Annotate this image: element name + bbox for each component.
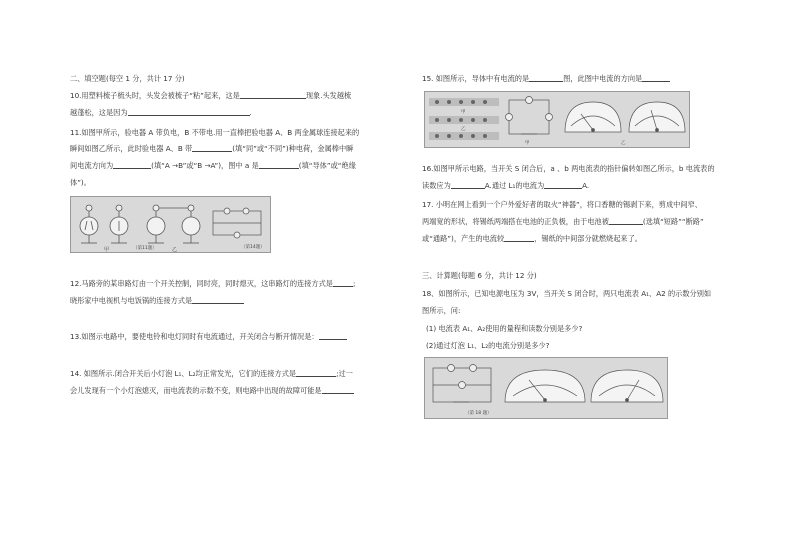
q11-blank-3[interactable] <box>259 161 299 169</box>
q18-line2: 图所示，问: <box>422 306 461 315</box>
q14-text-b: ;过一 <box>336 369 353 378</box>
q14-line1 <box>70 368 353 379</box>
circuit-q18 <box>433 365 491 403</box>
q16-text-a: 读数应为 <box>422 181 451 190</box>
q11-text-c: 间电流方向为 <box>70 161 114 170</box>
q16-blank-1[interactable] <box>451 181 485 189</box>
q13-line1 <box>70 331 347 342</box>
electroscope-b <box>110 205 128 243</box>
ammeter-a <box>565 102 621 132</box>
fig11-label-yi: 乙 <box>172 247 178 252</box>
q11-line4: 体”)。 <box>70 178 91 187</box>
fig11-label-jia: 甲 <box>104 247 110 252</box>
q17-text-b: (选填“短路”“断路” <box>642 217 704 226</box>
q11-line2 <box>70 143 353 154</box>
q12-text-b: ; <box>353 279 356 288</box>
q10-text-a: 10.用塑料梳子梳头时，头发会被梳子“粘”起来，这是 <box>70 91 240 100</box>
q17-text-d: ，锡纸的中间部分就燃烧起来了。 <box>534 234 642 243</box>
q11-line1: 11.如图甲所示，验电器 A 带负电，B 不带电.用一直棒把验电器 A、B 两金属球连接起来的 <box>70 128 360 137</box>
ammeter-a1 <box>505 370 585 402</box>
q11-text-b: (填“同”或“不同”)种电荷，金属棒中瞬 <box>232 144 354 153</box>
q10-blank-2[interactable] <box>128 108 250 116</box>
q18-subq1: (1) 电流表 A₁、A₂使用的量程和读数分别是多少? <box>426 324 583 333</box>
fig16-label-jia: 甲 <box>525 141 530 146</box>
q11-line3 <box>70 160 356 171</box>
q18-line1: 18、如图所示，已知电源电压为 3V，当开关 S 闭合时，两只电流表 A₁、A2 的示数分别如 <box>422 289 712 298</box>
q15-blank-1[interactable] <box>529 74 563 82</box>
q14-blank-1[interactable] <box>296 369 336 377</box>
q10-blank-1[interactable] <box>240 91 306 99</box>
q17-blank-1[interactable] <box>609 217 643 225</box>
q18-subq2: (2)通过灯泡 L₁、L₂的电流分别是多少? <box>426 341 550 350</box>
q14-blank-2[interactable] <box>322 386 354 394</box>
q11-text-e: (填“导体”或“绝缘 <box>298 161 356 170</box>
q12-text-c: 晓彤家中电视机与电饭锅的连接方式是 <box>70 296 193 305</box>
q17-line3 <box>422 233 642 244</box>
fig18-caption: （第 18 题） <box>465 411 492 416</box>
q10-text-b: 现象.头发越梳 <box>305 91 352 100</box>
fig15-label-yi: 乙 <box>461 127 466 132</box>
q10-text-c: 越蓬松，这是因为 <box>70 108 128 117</box>
fig16-label-yi: 乙 <box>621 141 626 146</box>
q16-line1: 16.如图甲所示电路，当开关 S 闭合后，a 、b 两电流表的指针偏转如图乙所示，b 电流表的 <box>422 164 715 173</box>
ammeter-a2 <box>591 370 663 402</box>
q12-text-a: 12.马路旁的某串路灯由一个开关控制，同时亮，同时熄灭，这串路灯的连接方式是 <box>70 279 333 288</box>
q16-text-b: A.通过 L₁的电流为 <box>484 181 545 190</box>
circuit-q16 <box>506 97 553 135</box>
figure-q15-q16 <box>424 91 690 148</box>
q14-text-a: 14. 如图所示.闭合开关后小灯泡 L₁、L₂均正常发光，它们的连接方式是 <box>70 369 297 378</box>
q16-line2 <box>422 180 589 191</box>
fig15-label-jia: 甲 <box>461 110 466 115</box>
section-calculation-title: 三、计算题(每题 6 分，共计 12 分) <box>422 271 537 280</box>
q15-blank-2[interactable] <box>642 74 670 82</box>
q15-text-a: 15. 如图所示，导体中有电流的是 <box>422 74 530 83</box>
q17-text-c: 或“通路”)，产生的电流较 <box>422 234 505 243</box>
ammeter-b <box>629 102 685 132</box>
q11-blank-2[interactable] <box>113 161 151 169</box>
fig14-caption: （第14题） <box>241 245 265 250</box>
q12-line1 <box>70 278 355 289</box>
q13-text-a: 13.如图示电路中，要使电铃和电灯同时有电流通过，开关闭合与断开情况是： <box>70 332 319 341</box>
q10-line1 <box>70 90 351 101</box>
q12-blank-2[interactable] <box>192 296 244 304</box>
q16-blank-2[interactable] <box>544 181 582 189</box>
q11-text-d: (填“A →B”或“B →A”)，图中 a 是 <box>151 161 259 170</box>
q10-line2 <box>70 107 252 118</box>
figure-q18 <box>424 357 668 419</box>
q15-line1 <box>422 73 670 84</box>
q14-line2 <box>70 385 354 396</box>
q12-blank-1[interactable] <box>333 279 356 288</box>
q11-blank-1[interactable] <box>192 144 232 152</box>
q17-line1: 17. 小明在网上看到一个户外爱好者的取火“神器”，将口香糖的锡剥下来，剪成中间窄、 <box>422 200 702 209</box>
section-fill-in-title: 二、填空题(每空 1 分，共计 17 分) <box>70 74 185 83</box>
q12-line2 <box>70 295 244 306</box>
q16-text-c: A. <box>582 181 590 190</box>
fig11-caption: （第11题） <box>133 246 157 251</box>
q17-text-a: 两端宽的形状，将锡纸两端搭在电池的正负极，由于电池被 <box>422 217 609 226</box>
q13-blank-1[interactable] <box>319 332 347 340</box>
q17-line2 <box>422 216 704 227</box>
conductor-charges-figure <box>429 98 499 140</box>
q17-blank-2[interactable] <box>504 234 534 242</box>
electroscope-a <box>80 205 98 243</box>
figure-q11-q14 <box>70 196 271 253</box>
electroscope-pair <box>147 205 200 243</box>
q14-text-c: 会儿发现有一个小灯泡熄灭，而电流表的示数不变，则电路中出现的故障可能是 <box>70 386 322 395</box>
q10-text-d: . <box>249 108 252 117</box>
q11-text-a: 瞬间如图乙所示，此时验电器 A、B 带 <box>70 144 193 153</box>
q15-text-b: 图，此图中电流的方向是 <box>563 74 643 83</box>
circuit-q14 <box>213 208 261 238</box>
